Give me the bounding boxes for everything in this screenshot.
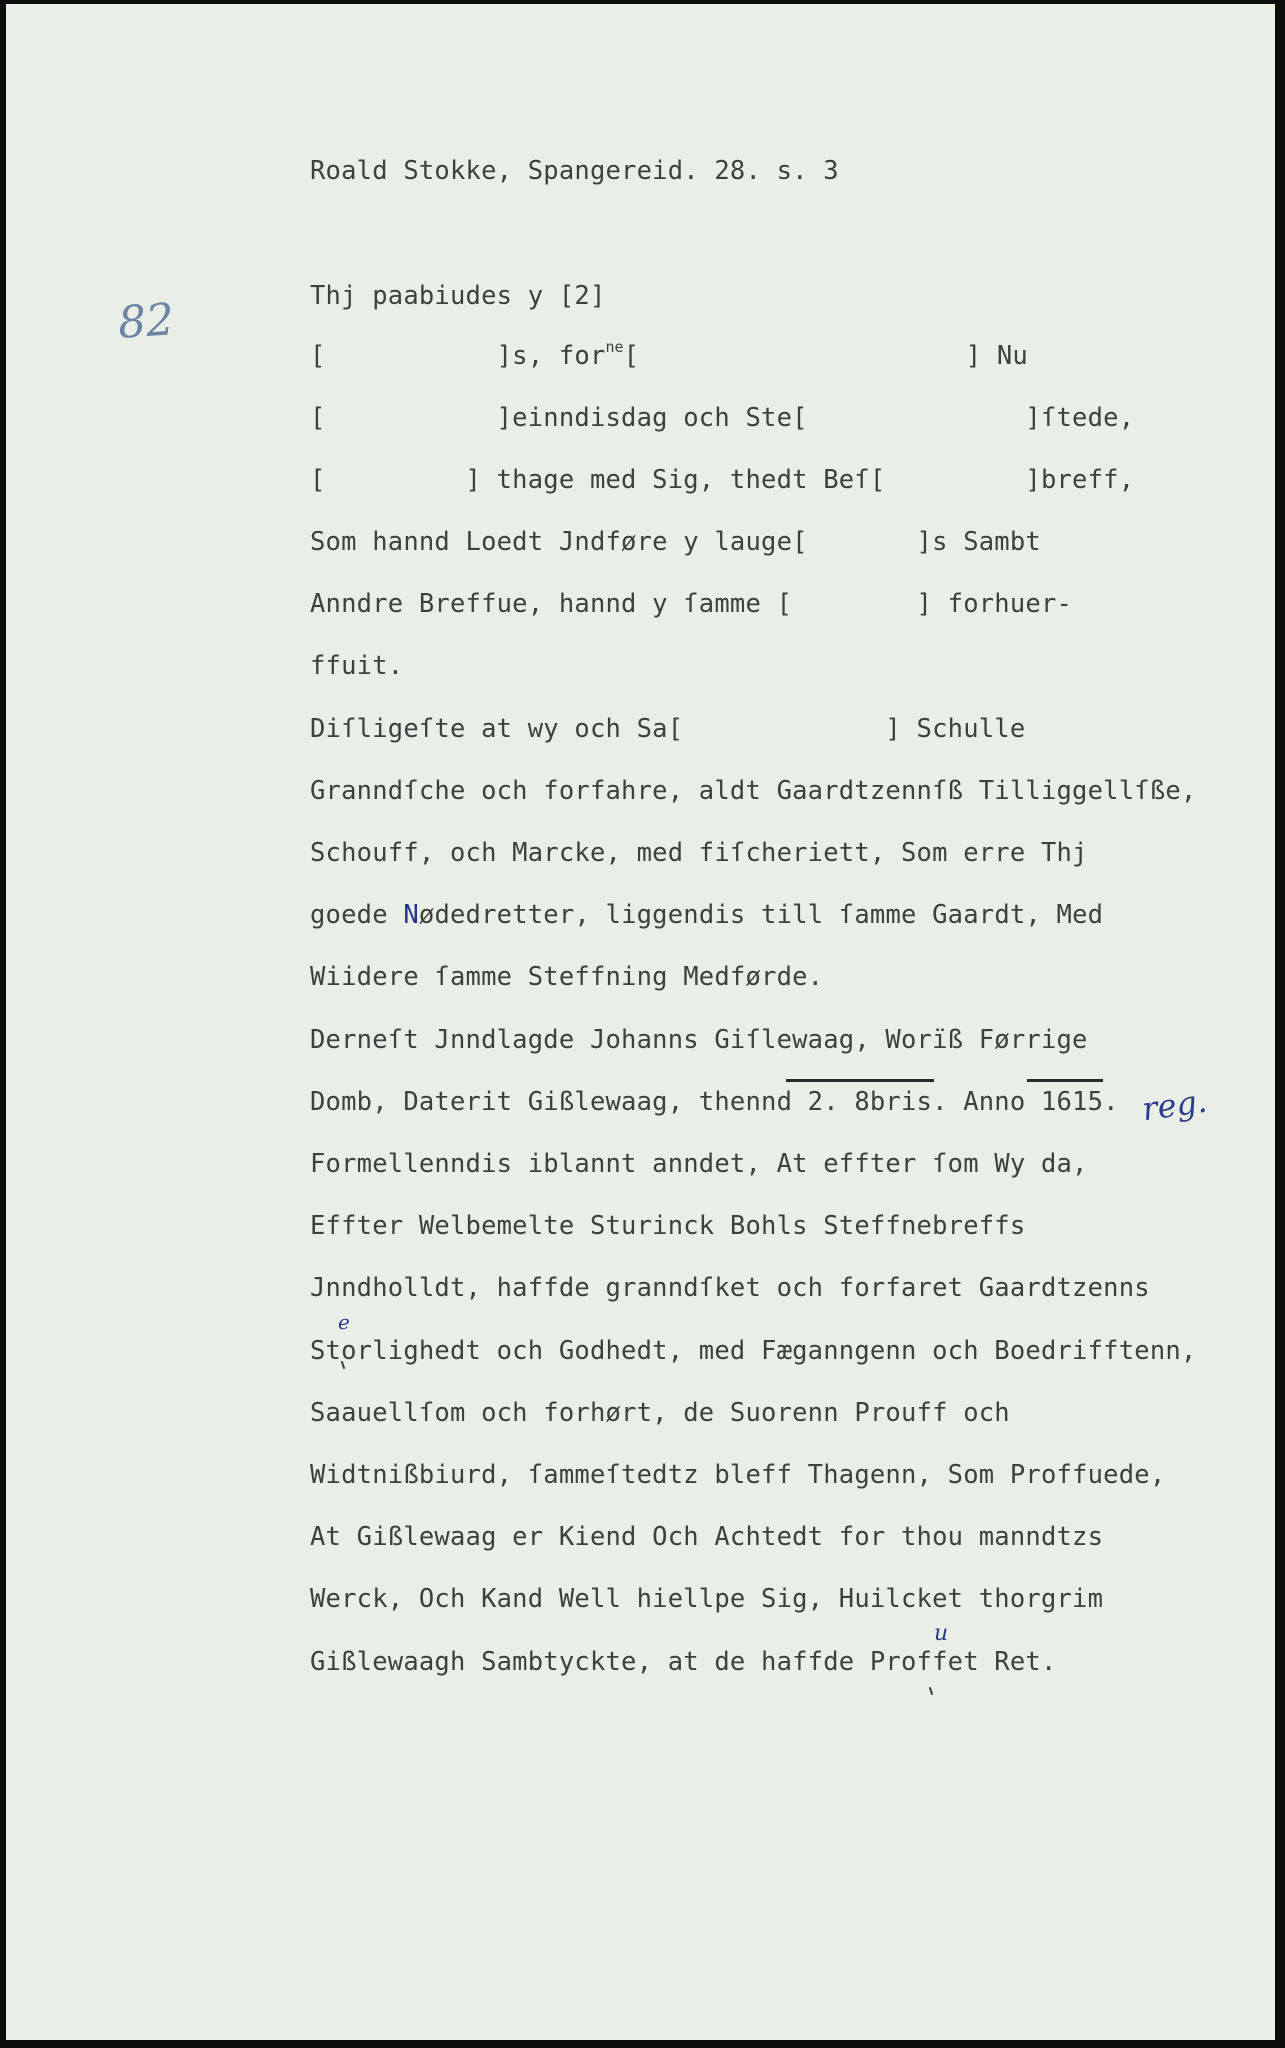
text-line-19: Saauellſom och forhørt, de Suorenn Prouff och xyxy=(310,1398,1010,1428)
text-line-1: Thj paabiudes y [2] xyxy=(310,281,606,311)
text-line-11 xyxy=(310,900,1103,930)
caret-mark-proffet xyxy=(929,1687,933,1695)
text-line-12: Wiidere ſamme Steffning Medførde. xyxy=(310,962,824,992)
ink-retouched-n: N xyxy=(403,900,419,930)
text-line-2 xyxy=(310,338,1028,374)
text-line-2-b: [ ] Nu xyxy=(623,341,1028,371)
document-page xyxy=(6,4,1275,2040)
margin-reg-note: reg. xyxy=(1139,1081,1210,1129)
text-line-8: Diſligeſte at wy och Sa[ ] Schulle xyxy=(310,714,1026,744)
text-line-13: Derneſt Jnndlagde Johanns Giſlewaag, Worïß Førrige xyxy=(310,1025,1088,1055)
text-line-21: At Gißlewaag er Kiend Och Achtedt for thou manndtzs xyxy=(310,1522,1104,1552)
text-line-4: [ ] thage med Sig, thedt Beſ[ ]breff, xyxy=(310,465,1135,495)
text-line-22: Werck, Och Kand Well hiellpe Sig, Huilcket thorgrim xyxy=(310,1584,1104,1614)
text-line-2-a: [ ]s, for xyxy=(310,341,606,371)
text-line-7: ffuit. xyxy=(310,651,404,681)
text-line-17: Jnndholldt, haffde granndſket och forfaret Gaardtzenns xyxy=(310,1273,1150,1303)
text-line-9: Granndſche och forfahre, aldt Gaardtzennſß Tilliggellſße, xyxy=(310,776,1197,806)
text-line-23: Gißlewaagh Sambtyckte, at de haffde Proffet Ret. xyxy=(310,1647,1057,1677)
underline-year xyxy=(1027,1079,1103,1082)
correction-u-proffet: u xyxy=(934,1621,949,1646)
text-line-5: Som hannd Loedt Jndføre y lauge[ ]s Sambt xyxy=(310,527,1041,557)
underline-date xyxy=(786,1079,934,1082)
header-reference: Roald Stokke, Spangereid. 28. s. 3 xyxy=(310,156,839,186)
text-line-18: Storlighedt och Godhedt, med Fæganngenn och Boedrifftenn, xyxy=(310,1336,1197,1366)
text-line-11-a: goede xyxy=(310,900,404,930)
superscript-ne: ne xyxy=(605,338,624,356)
text-line-10: Schouff, och Marcke, med fiſcheriett, Som erre Thj xyxy=(310,838,1088,868)
text-line-14: Domb, Daterit Gißlewaag, thennd 2. 8bris. Anno 1615. xyxy=(310,1087,1119,1117)
text-line-3: [ ]einndisdag och Ste[ ]ſtede, xyxy=(310,403,1135,433)
margin-folio-note: 82 xyxy=(116,294,176,349)
text-line-6: Anndre Breffue, hannd y ſamme [ ] forhuer- xyxy=(310,589,1073,619)
text-line-16: Effter Welbemelte Sturinck Bohls Steffnebreffs xyxy=(310,1211,1026,1241)
text-line-11-b: ødedretter, liggendis till ſamme Gaardt, Med xyxy=(418,900,1104,930)
text-line-20: Widtnißbiurd, ſammeſtedtz bleff Thagenn, Som Proffuede, xyxy=(310,1460,1166,1490)
correction-e-storlighed: e xyxy=(338,1310,350,1334)
text-line-15: Formellenndis iblannt anndet, At effter ſom Wy da, xyxy=(310,1149,1088,1179)
